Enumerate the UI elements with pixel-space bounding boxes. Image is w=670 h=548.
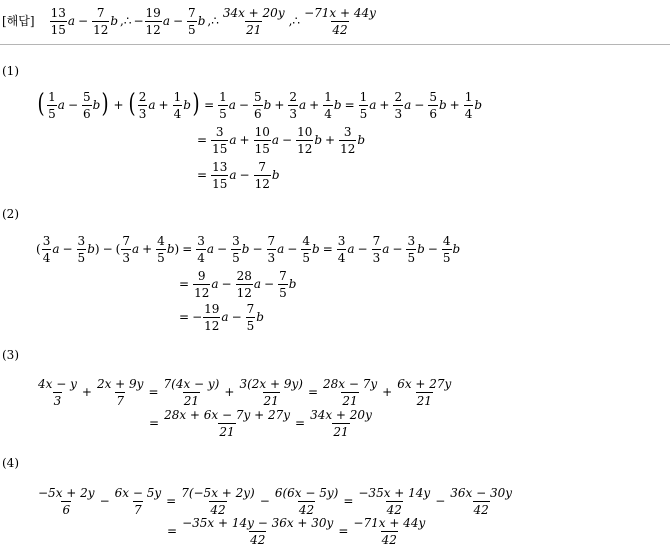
equation-line: = − $\frac{19}{12}$ a − $\frac{7}{5}$ b bbox=[179, 301, 264, 333]
equation-line: = $\frac{-35x + 14y - 36x + 30y}{42}$ = $\frac{-71x + 44y}{42}$ bbox=[167, 515, 426, 547]
answer-header: [해답] $\frac{13}{15}$ a − $\frac{7}{12}$ b ,∴ − $\frac{19}{12}$ a − $\frac{7}{5}$ b ,∴ $\frac{34x + 20y}{21}$ ,∴ $\frac{-71x + 44y}{42}$ bbox=[2, 5, 376, 37]
equation-line: $\frac{4x - y}{3}$ + $\frac{2x + 9y}{7}$ = $\frac{7(4x - y)}{21}$ + $\frac{3(2x + 9y)}{21}$ = $\frac{28x - 7y}{21}$ + $\frac{6x + 27y}{21}$ bbox=[38, 376, 452, 408]
problem-label: (2) bbox=[2, 207, 19, 221]
equation-line: = $\frac{3}{15}$ a + $\frac{10}{15}$ a − $\frac{10}{12}$ b + $\frac{3}{12}$ b bbox=[197, 124, 366, 156]
problem-label: (4) bbox=[2, 456, 19, 470]
equation-line: = $\frac{9}{12}$ a − $\frac{28}{12}$ a − $\frac{7}{5}$ b bbox=[179, 268, 297, 300]
equation-line: ( $\frac{1}{5}$ a − $\frac{5}{6}$ b ) + ( $\frac{2}{3}$ a + $\frac{1}{4}$ b ) = $\frac{1}{5}$ a − $\frac{5}{6}$ b + $\frac{2}{3}$ a + $\frac{1}{4}$ b = $\frac{1}{5}$ a + $\frac{2}{3}$ a − $\frac{5}{6}$ b + $\frac{1}{4}$ b bbox=[37, 89, 483, 121]
fraction: $\frac{7}{12}$ bbox=[93, 5, 109, 37]
fraction: $\frac{-71x + 44y}{42}$ bbox=[304, 5, 376, 37]
fraction: $\frac{19}{12}$ bbox=[145, 5, 161, 37]
problem-label: (3) bbox=[2, 348, 19, 362]
fraction: $\frac{13}{15}$ bbox=[50, 5, 66, 37]
equation-line: ( $\frac{3}{4}$ a − $\frac{3}{5}$ b ) − ( $\frac{7}{3}$ a + $\frac{4}{5}$ b ) = $\frac{3}{4}$ a − $\frac{3}{5}$ b − $\frac{7}{3}$ a − $\frac{4}{5}$ b = $\frac{3}{4}$ a − $\frac{7}{3}$ a − $\frac{3}{5}$ b − $\frac{4}{5}$ b bbox=[36, 233, 461, 265]
divider bbox=[0, 44, 670, 45]
equation-line: = $\frac{28x + 6x - 7y + 27y}{21}$ = $\frac{34x + 20y}{21}$ bbox=[149, 407, 372, 439]
fraction: $\frac{7}{5}$ bbox=[188, 5, 196, 37]
problem-label: (1) bbox=[2, 64, 19, 78]
equation-line: $\frac{-5x + 2y}{6}$ − $\frac{6x - 5y}{7}$ = $\frac{7(-5x + 2y)}{42}$ − $\frac{6(6x - 5y)}{42}$ = $\frac{-35x + 14y}{42}$ − $\frac{36x - 30y}{42}$ bbox=[38, 485, 513, 517]
fraction: $\frac{34x + 20y}{21}$ bbox=[222, 5, 285, 37]
answer-label: [해답] bbox=[2, 14, 35, 28]
equation-line: = $\frac{13}{15}$ a − $\frac{7}{12}$ b bbox=[197, 159, 280, 191]
